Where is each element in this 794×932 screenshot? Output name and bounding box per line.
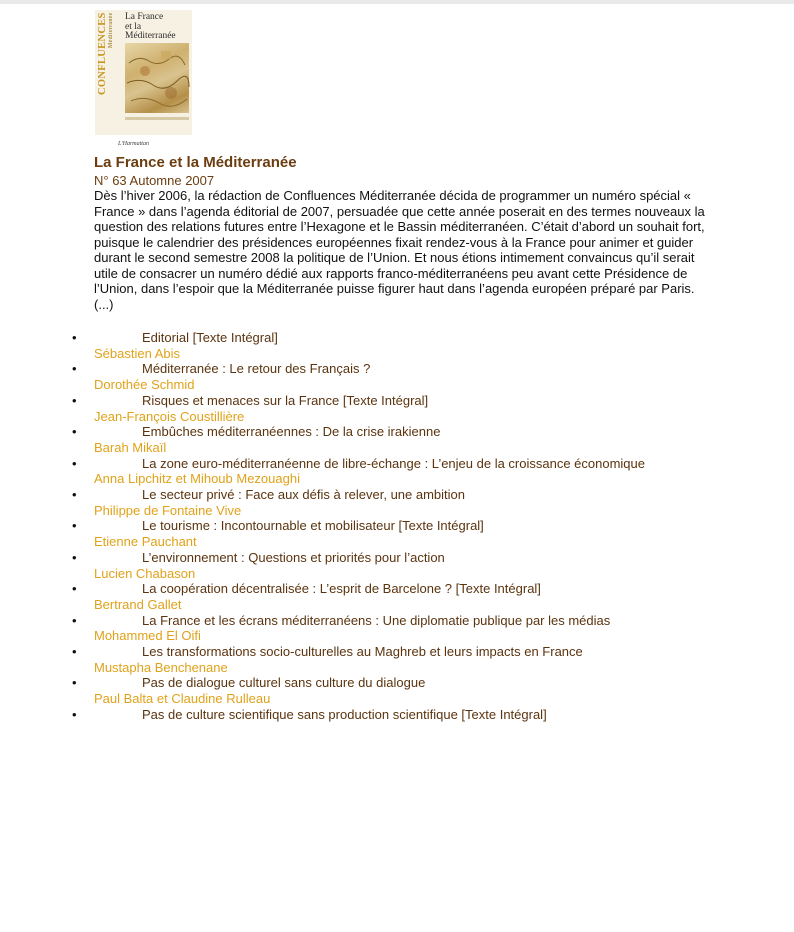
cover-map-illustration <box>125 43 189 113</box>
book-title: La France et la Méditerranée <box>94 154 297 171</box>
toc-item <box>72 675 754 707</box>
bullet: • <box>72 675 77 691</box>
toc-item <box>72 330 754 361</box>
author-link[interactable]: Dorothée Schmid <box>94 377 195 393</box>
bullet: • <box>72 424 77 440</box>
book-cover[interactable] <box>95 10 192 135</box>
bullet: • <box>72 455 77 471</box>
author-link[interactable]: Etienne Pauchant <box>94 534 197 550</box>
author-link[interactable]: Mohammed El Oifi <box>94 628 201 644</box>
article-title-link[interactable]: Pas de dialogue culturel sans culture du dialogue <box>142 675 426 691</box>
cover-footer-strip <box>125 117 189 120</box>
bullet: • <box>72 612 77 628</box>
bullet: • <box>72 518 77 534</box>
toc-item <box>72 581 754 612</box>
article-title-link[interactable]: Editorial [Texte Intégral] <box>142 330 278 345</box>
article-title-link[interactable]: La coopération décentralisée : L’esprit de Barcelone ? [Texte Intégral] <box>142 581 541 597</box>
toc-item <box>72 487 754 518</box>
article-title-link[interactable]: La France et les écrans méditerranéens : Une diplomatie publique par les médias <box>142 612 611 628</box>
article-title-link[interactable]: Le tourisme : Incontournable et mobilisateur [Texte Intégral] <box>142 518 484 534</box>
author-link[interactable]: Mustapha Benchenane <box>94 659 228 675</box>
article-title-link[interactable]: Embûches méditerranéennes : De la crise irakienne <box>142 424 441 440</box>
cover-spine-subtext: Méditerranée <box>108 12 114 48</box>
article-title-link[interactable]: L’environnement : Questions et priorités pour l’action <box>142 549 445 565</box>
bullet: • <box>72 330 77 345</box>
cover-spine <box>95 10 114 135</box>
book-abstract: Dès l’hiver 2006, la rédaction de Confluences Méditerranée décida de programmer un numéro spécial « France » dans l’agenda éditorial de 2007, persuadée que cette année poserait en des termes nouveaux la question des relations futures entre l’Hexagone et le Bassin méditerranéen. C’était d’abord un souhait fort, puisque le calendrier des présidences européennes fixait rendez-vous à la France pour animer et guider durant le second semestre 2008 la politique de l’Union. Et nous étions intimement convaincus qu’il serait utile de consacrer un numéro dédié aux rapports franco-méditerranéens peu avant cette Présidence de l’Union, dans l’espoir que la Méditerranée puisse figurer haut dans l’agenda européen préparé par Paris.(...) <box>94 188 705 312</box>
bullet: • <box>72 549 77 565</box>
bullet: • <box>72 487 77 503</box>
article-title-link[interactable]: Le secteur privé : Face aux défis à relever, une ambition <box>142 487 466 503</box>
author-link[interactable]: Lucien Chabason <box>94 565 196 581</box>
cover-title-line: La France <box>125 12 164 22</box>
toc-item <box>72 549 754 581</box>
author-link[interactable]: Bertrand Gallet <box>94 596 182 612</box>
bullet: • <box>72 706 77 722</box>
author-link[interactable]: Anna Lipchitz et Mihoub Mezouaghi <box>94 471 300 487</box>
bullet: • <box>72 644 77 660</box>
toc-item <box>72 706 754 723</box>
article-title-link[interactable]: Risques et menaces sur la France [Texte Intégral] <box>142 392 429 408</box>
toc-item <box>72 424 754 455</box>
bullet: • <box>72 392 77 408</box>
table-of-contents <box>72 330 754 722</box>
cover-title-line: et la <box>125 21 142 32</box>
author-link[interactable]: Barah Mikaïl <box>94 439 167 455</box>
top-bar <box>0 0 794 4</box>
bullet: • <box>72 581 77 597</box>
toc-item <box>72 392 754 424</box>
cover-title-line: Méditerranée <box>125 31 176 41</box>
bullet: • <box>72 361 77 377</box>
article-title-link[interactable]: La zone euro-méditerranéenne de libre-échange : L’enjeu de la croissance économique <box>142 455 646 471</box>
author-link[interactable]: Jean-François Coustillière <box>94 408 245 424</box>
article-title-link[interactable]: Les transformations socio-culturelles au Maghreb et leurs impacts en France <box>142 644 583 660</box>
issue-number: N° 63 Automne 2007 <box>94 173 215 188</box>
toc-item <box>72 361 754 393</box>
cover-spine-text: CONFLUENCES <box>97 12 108 95</box>
author-link[interactable]: Paul Balta et Claudine Rulleau <box>94 691 271 707</box>
article-title-link[interactable]: Pas de culture scientifique sans production scientifique [Texte Intégral] <box>142 706 547 722</box>
author-link[interactable]: Sébastien Abis <box>94 345 181 361</box>
toc-item <box>72 455 754 487</box>
toc-item <box>72 612 754 644</box>
article-title-link[interactable]: Méditerranée : Le retour des Français ? <box>142 361 371 377</box>
cover-title <box>125 13 189 42</box>
toc-item <box>72 518 754 550</box>
author-link[interactable]: Philippe de Fontaine Vive <box>94 502 242 518</box>
toc-item <box>72 644 754 675</box>
publisher-logo: L'Harmattan <box>118 141 149 147</box>
